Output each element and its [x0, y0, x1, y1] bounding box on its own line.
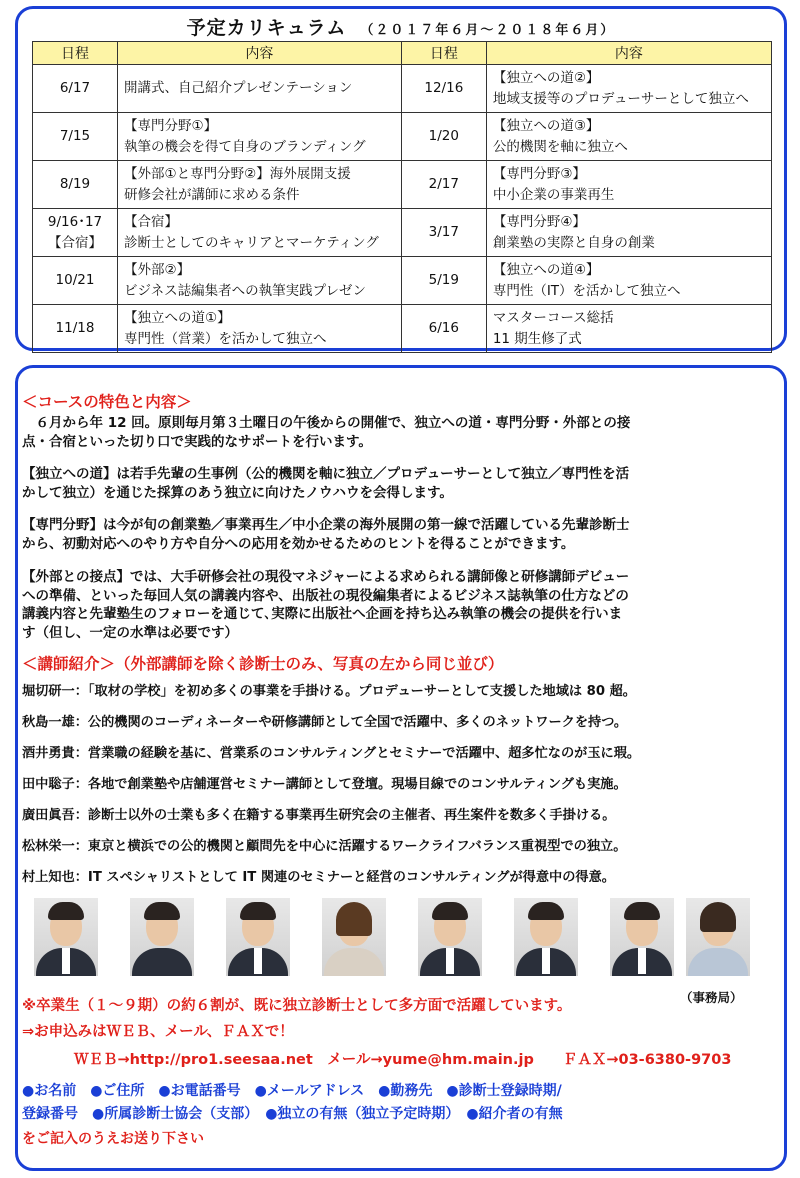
cell-line: 【独立への道①】 [124, 309, 231, 326]
cell-line: 公的機関を軸に独立へ [492, 138, 628, 155]
date-cell [33, 305, 118, 353]
date-cell [33, 161, 118, 209]
instructor-photo-4 [322, 898, 386, 976]
curriculum-table [32, 41, 772, 353]
curriculum-title-block [18, 13, 784, 40]
course-paragraph-4: 【外部との接点】では、大手研修会社の現役マネジャーによる求められる講師像と研修講師デビュー への準備、といった毎回人気の講義内容や、出版社の現役編集者によるビジネス誌執筆の仕方などの 講義内容と先輩塾生のフォローを通じて､実際に出版社へ企画を持ち込み執筆の機会の提供を行いま す（但し、一定の水準は必要です） [22, 569, 630, 641]
cell-line: 専門性（営業）を活かして独立へ [124, 330, 327, 347]
office-caption: （事務局） [680, 990, 743, 1005]
instructor-entry: 廣田眞吾：診断士以外の士業も多く在籍する事業再生研究会の主催者、再生案件を数多く手掛ける。 [22, 808, 616, 823]
web-link[interactable]: ＷＥＢ→http://pro1.seesaa.net [74, 1052, 313, 1068]
course-paragraph-2: 【独立への道】は若手先輩の生事例（公的機関を軸に独立／プロデューサーとして独立／専門性を活 かして独立）を通じた採算のあう独立に向けたノウハウを会得します。 [22, 466, 630, 501]
instructor-entry: 酒井勇貴：営業職の経験を基に、営業系のコンサルティングとセミナーで活躍中、超多忙なのが玉に瑕。 [22, 746, 641, 761]
content-cell [118, 209, 402, 257]
content-cell [118, 305, 402, 353]
cell-line: 6/17 [59, 80, 91, 96]
table-header-row [33, 42, 772, 65]
cell-line: 9/16･17 [47, 213, 103, 230]
date-cell [33, 113, 118, 161]
content-cell [118, 65, 402, 113]
cell-line: 中小企業の事業再生 [492, 186, 615, 203]
office-staff-photo [686, 898, 750, 976]
date-cell [33, 209, 118, 257]
course-paragraph-1: ６月から年 12 回。原則毎月第３土曜日の午後からの開催で、独立への道・専門分野・外部との接 点・合宿といった切り口で実践的なサポートを行います。 [22, 415, 631, 450]
instructor-entry: 田中聡子：各地で創業塾や店舗運営セミナー講師として登壇。現場目線でのコンサルティングも実施。 [22, 777, 627, 792]
content-cell [486, 257, 771, 305]
cell-line: 【合宿】 [124, 213, 178, 230]
date-cell [401, 161, 486, 209]
cell-line: 執筆の機会を得て自身のブランディング [124, 138, 366, 155]
instructor-photo-3 [226, 898, 290, 976]
date-cell [33, 257, 118, 305]
cell-line: 創業塾の実際と自身の創業 [492, 234, 655, 251]
curriculum-panel [15, 6, 787, 351]
table-row [33, 65, 772, 113]
instructor-photos [34, 898, 774, 980]
instructor-photo-5 [418, 898, 482, 976]
cell-line: 5/19 [428, 272, 459, 288]
content-cell [118, 113, 402, 161]
cell-line: 【独立への道③】 [492, 117, 600, 134]
closing-note: をご記入のうえお送り下さい [22, 1131, 204, 1147]
content-cell [486, 305, 771, 353]
header-content-1: 内容 [118, 42, 402, 65]
cell-line: 11 期生修了式 [492, 330, 582, 347]
header-date-1: 日程 [33, 42, 118, 65]
required-fields-line-2: 登録番号 ●所属診断士協会（支部） ●独立の有無（独立予定時期） ●紹介者の有無 [22, 1106, 563, 1122]
course-paragraph-3: 【専門分野】は今が旬の創業塾／事業再生／中小企業の海外展開の第一線で活躍している先輩診断士 から、初動対応へのやり方や自分への応用を効かせるためのヒントを得ることができます。 [22, 517, 630, 552]
required-fields-line-1: ●お名前 ●ご住所 ●お電話番号 ●メールアドレス ●勤務先 ●診断士登録時期/ [22, 1083, 562, 1099]
cell-line: 2/17 [428, 176, 459, 192]
content-cell [486, 161, 771, 209]
cell-line: 【専門分野③】 [492, 165, 586, 182]
date-cell [401, 209, 486, 257]
instructor-photo-6 [514, 898, 578, 976]
cell-line: 【独立への道④】 [492, 261, 600, 278]
cell-line: 10/21 [55, 272, 95, 288]
cell-line: 【専門分野①】 [124, 117, 218, 134]
date-cell [401, 65, 486, 113]
cell-line: ビジネス誌編集者への執筆実践プレゼン [124, 282, 367, 299]
cell-line: 【独立への道②】 [492, 69, 600, 86]
content-cell [118, 161, 402, 209]
cell-line: 専門性（IT）を活かして独立へ [492, 282, 681, 299]
cell-line: 【外部②】 [124, 261, 191, 278]
mail-link[interactable]: メール→yume@hm.main.jp [327, 1052, 534, 1068]
instructor-entry: 村上知也：IT スペシャリストとして IT 関連のセミナーと経営のコンサルティングが得意中の得意。 [22, 870, 615, 885]
header-content-2: 内容 [486, 42, 771, 65]
instructor-entry: 松林栄一：東京と横浜での公的機関と顧問先を中心に活躍するワークライフバランス重視型での独立。 [22, 839, 627, 854]
header-date-2: 日程 [401, 42, 486, 65]
graduates-note: ※卒業生（１～９期）の約６割が、既に独立診断士として多方面で活躍しています。 [22, 998, 572, 1014]
table-row [33, 257, 772, 305]
cell-line: 研修会社が講師に求める条件 [124, 186, 300, 203]
content-cell [486, 65, 771, 113]
cell-line: 11/18 [55, 320, 95, 336]
date-cell [401, 113, 486, 161]
instructor-photo-7 [610, 898, 674, 976]
date-cell [33, 65, 118, 113]
curriculum-title: 予定カリキュラム [186, 17, 347, 39]
instructor-photo-2 [130, 898, 194, 976]
cell-line: 【合宿】 [48, 234, 102, 251]
table-row [33, 113, 772, 161]
cell-line: 12/16 [424, 80, 464, 96]
instructor-entry: 堀切研一：「取材の学校」を初め多くの事業を手掛ける。プロデューサーとして支援した地域は 80 超。 [22, 684, 636, 699]
content-cell [486, 209, 771, 257]
cell-line: 3/17 [428, 224, 459, 240]
cell-line: 【外部①と専門分野②】海外展開支援 [124, 165, 351, 182]
instructor-photo-1 [34, 898, 98, 976]
cell-line: 開講式、自己紹介プレゼンテーション [124, 80, 353, 96]
cell-line: 診断士としてのキャリアとマーケティング [124, 234, 379, 251]
cell-line: 7/15 [59, 128, 91, 144]
table-row [33, 305, 772, 353]
date-cell [401, 257, 486, 305]
cell-line: 6/16 [428, 320, 459, 336]
course-heading: ＜コースの特色と内容＞ [22, 393, 192, 411]
table-row [33, 209, 772, 257]
apply-note: ⇒お申込みはＷＥＢ、メール、ＦＡＸで！ [22, 1024, 294, 1040]
curriculum-period: （２０１７年６月～２０１８年６月） [360, 23, 616, 38]
cell-line: 【専門分野④】 [492, 213, 586, 230]
cell-line: 1/20 [428, 128, 459, 144]
instructor-entry: 秋島一雄：公的機関のコーディネーターや研修講師として全国で活躍中、多くのネットワークを持つ。 [22, 715, 628, 730]
cell-line: 8/19 [59, 176, 91, 192]
contact-line [74, 1048, 731, 1069]
date-cell [401, 305, 486, 353]
cell-line: マスターコース総括 [492, 309, 614, 326]
content-cell [486, 113, 771, 161]
fax-number: ＦＡＸ→03-6380-9703 [562, 1052, 732, 1068]
cell-line: 地域支援等のプロデューサーとして独立へ [492, 90, 749, 107]
content-cell [118, 257, 402, 305]
instructors-heading: ＜講師紹介＞（外部講師を除く診断士のみ、写真の左から同じ並び） [22, 655, 504, 673]
table-row [33, 161, 772, 209]
